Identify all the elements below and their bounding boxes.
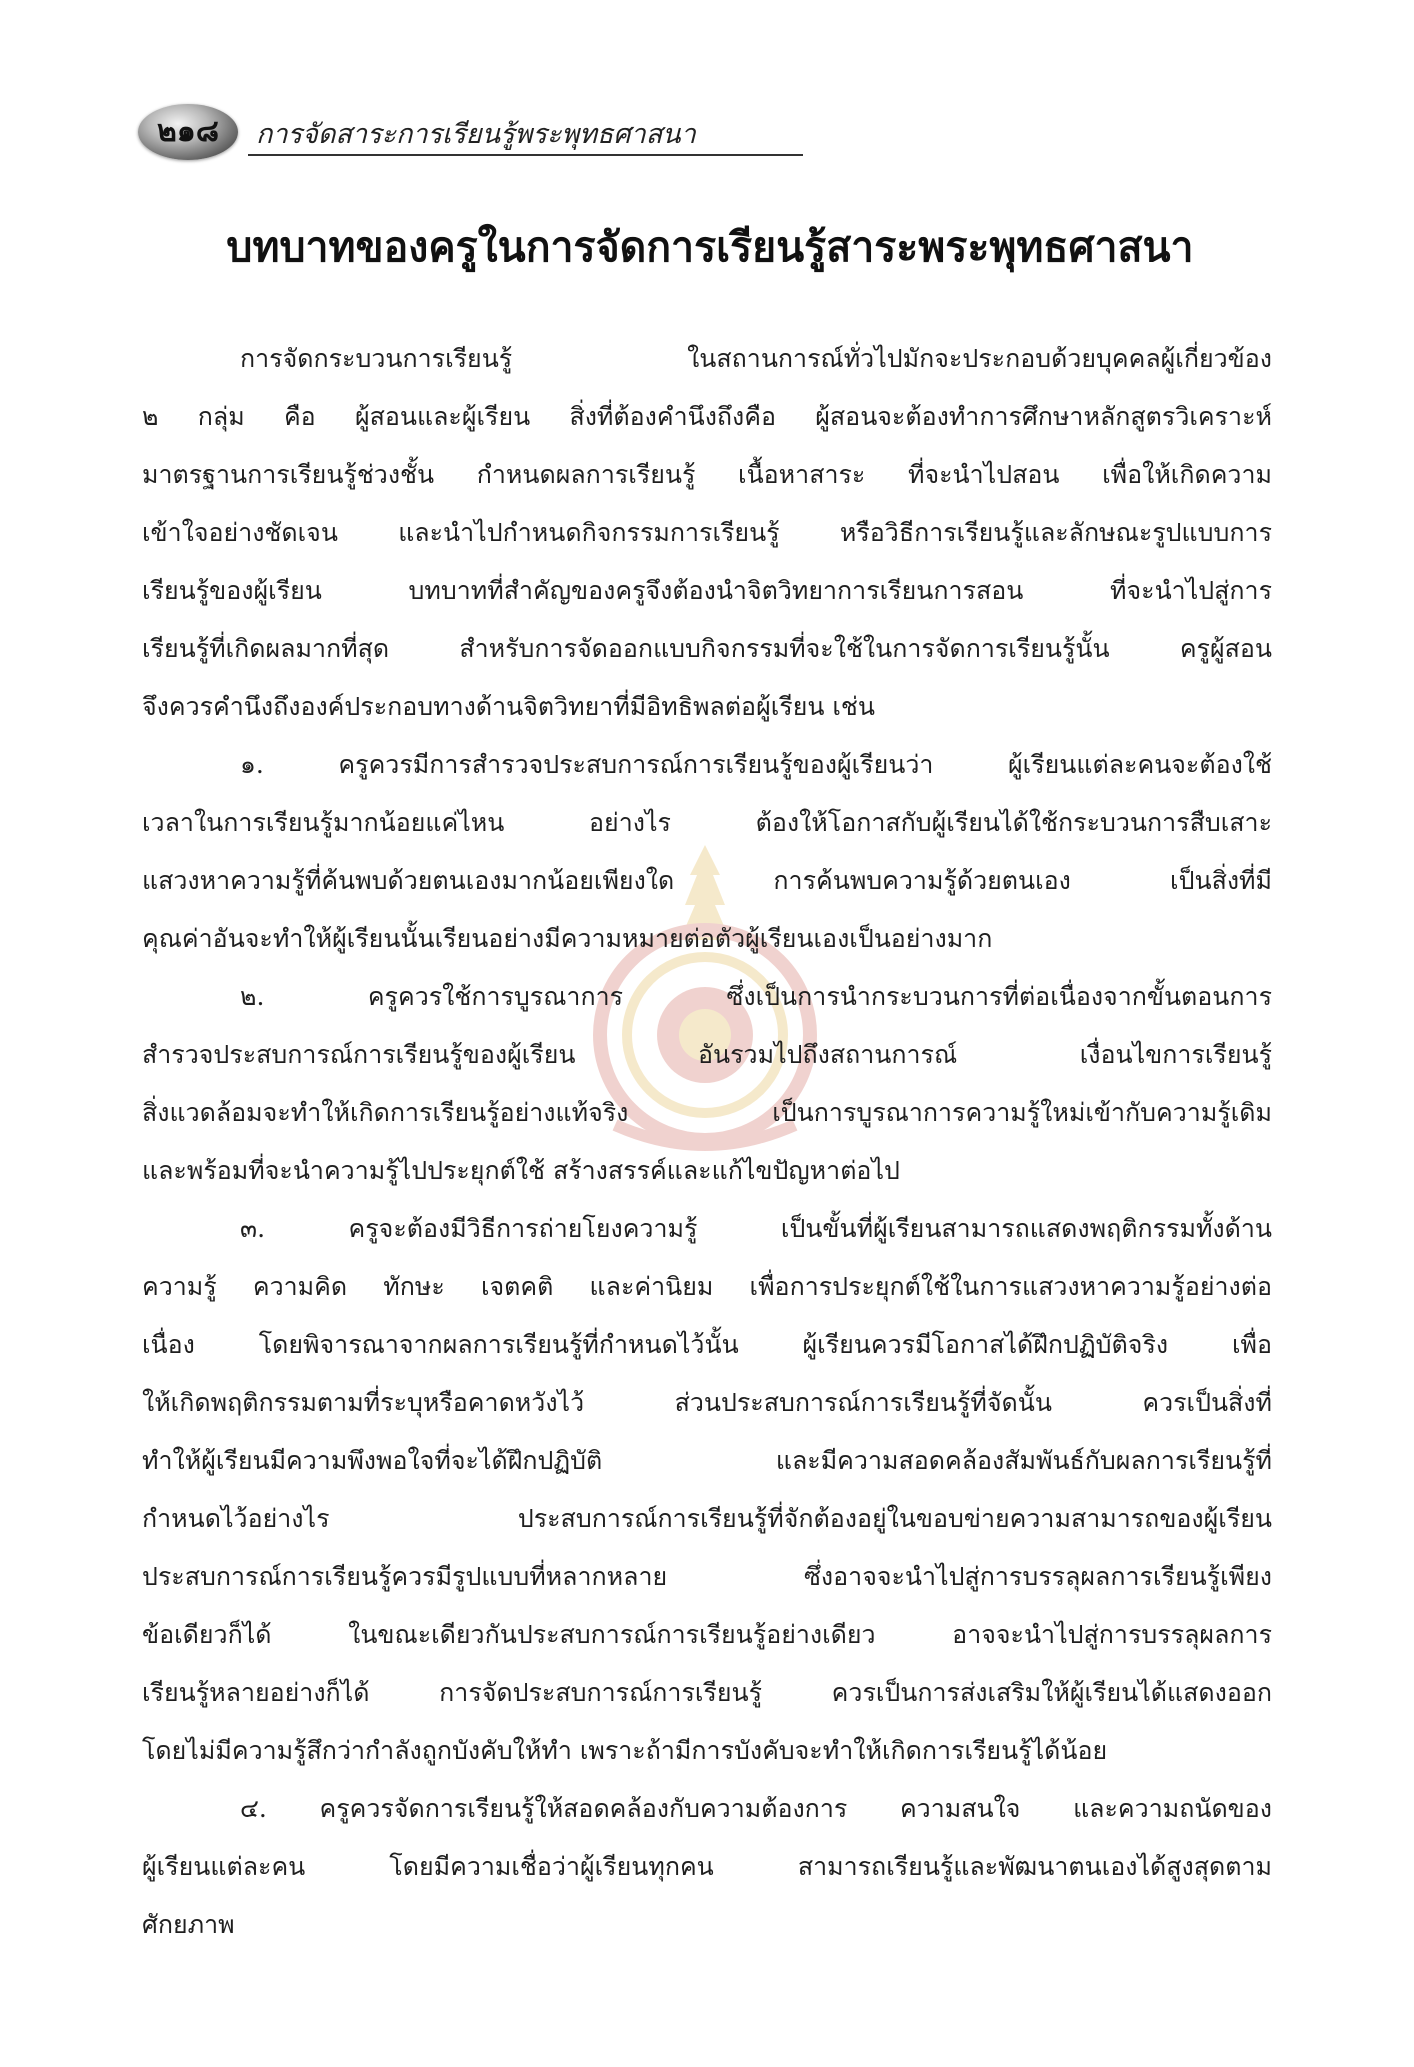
paragraph-line: สำรวจประสบการณ์การเรียนรู้ของผู้เรียน อันรวมไปถึงสถานการณ์ เงื่อนไขการเรียนรู้ bbox=[142, 1040, 1272, 1069]
paragraph-line: เวลาในการเรียนรู้มากน้อยแค่ไหน อย่างไร ต้องให้โอกาสกับผู้เรียนได้ใช้กระบวนการสืบเสาะ bbox=[142, 808, 1272, 837]
paragraph-line: ๔. ครูควรจัดการเรียนรู้ให้สอดคล้องกับความต้องการ ความสนใจ และความถนัดของ bbox=[240, 1794, 1272, 1823]
paragraph-line: ประสบการณ์การเรียนรู้ควรมีรูปแบบที่หลากหลาย ซึ่งอาจจะนำไปสู่การบรรลุผลการเรียนรู้เพียง bbox=[142, 1562, 1272, 1591]
header-divider bbox=[248, 154, 803, 156]
paragraph-line: ให้เกิดพฤติกรรมตามที่ระบุหรือคาดหวังไว้ ส่วนประสบการณ์การเรียนรู้ที่จัดนั้น ควรเป็นสิ่งที่ bbox=[142, 1388, 1272, 1417]
paragraph-line: ความรู้ ความคิด ทักษะ เจตคติ และค่านิยม เพื่อการประยุกต์ใช้ในการแสวงหาความรู้อย่างต่อ bbox=[142, 1272, 1272, 1301]
paragraph-line: เรียนรู้ของผู้เรียน บทบาทที่สำคัญของครูจึงต้องนำจิตวิทยาการเรียนการสอน ที่จะนำไปสู่การ bbox=[142, 576, 1272, 605]
paragraph-line: การจัดกระบวนการเรียนรู้ ในสถานการณ์ทั่วไปมักจะประกอบด้วยบุคคลผู้เกี่ยวข้อง bbox=[240, 344, 1272, 373]
paragraph-line: ๓. ครูจะต้องมีวิธีการถ่ายโยงความรู้ เป็นขั้นที่ผู้เรียนสามารถแสดงพฤติกรรมทั้งด้าน bbox=[240, 1214, 1272, 1243]
running-title: การจัดสาระการเรียนรู้พระพุทธศาสนา bbox=[256, 119, 696, 150]
paragraph-line: คุณค่าอันจะทำให้ผู้เรียนนั้นเรียนอย่างมีความหมายต่อตัวผู้เรียนเองเป็นอย่างมาก bbox=[142, 924, 993, 953]
running-header bbox=[138, 98, 696, 168]
page-number-badge bbox=[138, 104, 238, 160]
paragraph-line: ศักยภาพ bbox=[142, 1910, 235, 1939]
paragraph-line: สิ่งแวดล้อมจะทำให้เกิดการเรียนรู้อย่างแท้จริง เป็นการบูรณาการความรู้ใหม่เข้ากับความรู้เดิม bbox=[142, 1098, 1272, 1127]
paragraph-line: เรียนรู้ที่เกิดผลมากที่สุด สำหรับการจัดออกแบบกิจกรรมที่จะใช้ในการจัดการเรียนรู้นั้น ครูผู้สอน bbox=[142, 634, 1272, 663]
paragraph-line: มาตรฐานการเรียนรู้ช่วงชั้น กำหนดผลการเรียนรู้ เนื้อหาสาระ ที่จะนำไปสอน เพื่อให้เกิดความ bbox=[142, 460, 1272, 489]
section-title: บทบาทของครูในการจัดการเรียนรู้สาระพระพุทธศาสนา bbox=[226, 223, 1194, 271]
paragraph-line: ๒. ครูควรใช้การบูรณาการ ซึ่งเป็นการนำกระบวนการที่ต่อเนื่องจากขั้นตอนการ bbox=[240, 982, 1272, 1011]
paragraph-line: โดยไม่มีความรู้สึกว่ากำลังถูกบังคับให้ทำ เพราะถ้ามีการบังคับจะทำให้เกิดการเรียนรู้ได้น้อย bbox=[142, 1736, 1108, 1765]
paragraph-line: ๑. ครูควรมีการสำรวจประสบการณ์การเรียนรู้ของผู้เรียนว่า ผู้เรียนแต่ละคนจะต้องใช้ bbox=[240, 750, 1272, 779]
paragraph-line: จึงควรคำนึงถึงองค์ประกอบทางด้านจิตวิทยาที่มีอิทธิพลต่อผู้เรียน เช่น bbox=[142, 692, 875, 721]
paragraph-line: กำหนดไว้อย่างไร ประสบการณ์การเรียนรู้ที่จักต้องอยู่ในขอบข่ายความสามารถของผู้เรียน bbox=[142, 1504, 1272, 1533]
paragraph-line: แสวงหาความรู้ที่ค้นพบด้วยตนเองมากน้อยเพียงใด การค้นพบความรู้ด้วยตนเอง เป็นสิ่งที่มี bbox=[142, 866, 1272, 895]
paragraph-line: และพร้อมที่จะนำความรู้ไปประยุกต์ใช้ สร้างสรรค์และแก้ไขปัญหาต่อไป bbox=[142, 1156, 900, 1185]
paragraph-line: ผู้เรียนแต่ละคน โดยมีความเชื่อว่าผู้เรียนทุกคน สามารถเรียนรู้และพัฒนาตนเองได้สูงสุดตาม bbox=[142, 1852, 1272, 1881]
paragraph-line: เข้าใจอย่างชัดเจน และนำไปกำหนดกิจกรรมการเรียนรู้ หรือวิธีการเรียนรู้และลักษณะรูปแบบการ bbox=[142, 518, 1272, 547]
paragraph-line: ข้อเดียวก็ได้ ในขณะเดียวกันประสบการณ์การเรียนรู้อย่างเดียว อาจจะนำไปสู่การบรรลุผลการ bbox=[142, 1620, 1272, 1649]
page-number: ๒๑๘ bbox=[157, 114, 219, 149]
paragraph-line: ทำให้ผู้เรียนมีความพึงพอใจที่จะได้ฝึกปฏิบัติ และมีความสอดคล้องสัมพันธ์กับผลการเรียนรู้ที่ bbox=[142, 1446, 1272, 1475]
paragraph-line: ๒ กลุ่ม คือ ผู้สอนและผู้เรียน สิ่งที่ต้องคำนึงถึงคือ ผู้สอนจะต้องทำการศึกษาหลักสูตรวิเคราะห์ bbox=[142, 402, 1272, 431]
paragraph-line: เรียนรู้หลายอย่างก็ได้ การจัดประสบการณ์การเรียนรู้ ควรเป็นการส่งเสริมให้ผู้เรียนได้แสดงออก bbox=[142, 1678, 1272, 1707]
paragraph-line: เนื่อง โดยพิจารณาจากผลการเรียนรู้ที่กำหนดไว้นั้น ผู้เรียนควรมีโอกาสได้ฝึกปฏิบัติจริง เพื่อ bbox=[142, 1330, 1272, 1359]
